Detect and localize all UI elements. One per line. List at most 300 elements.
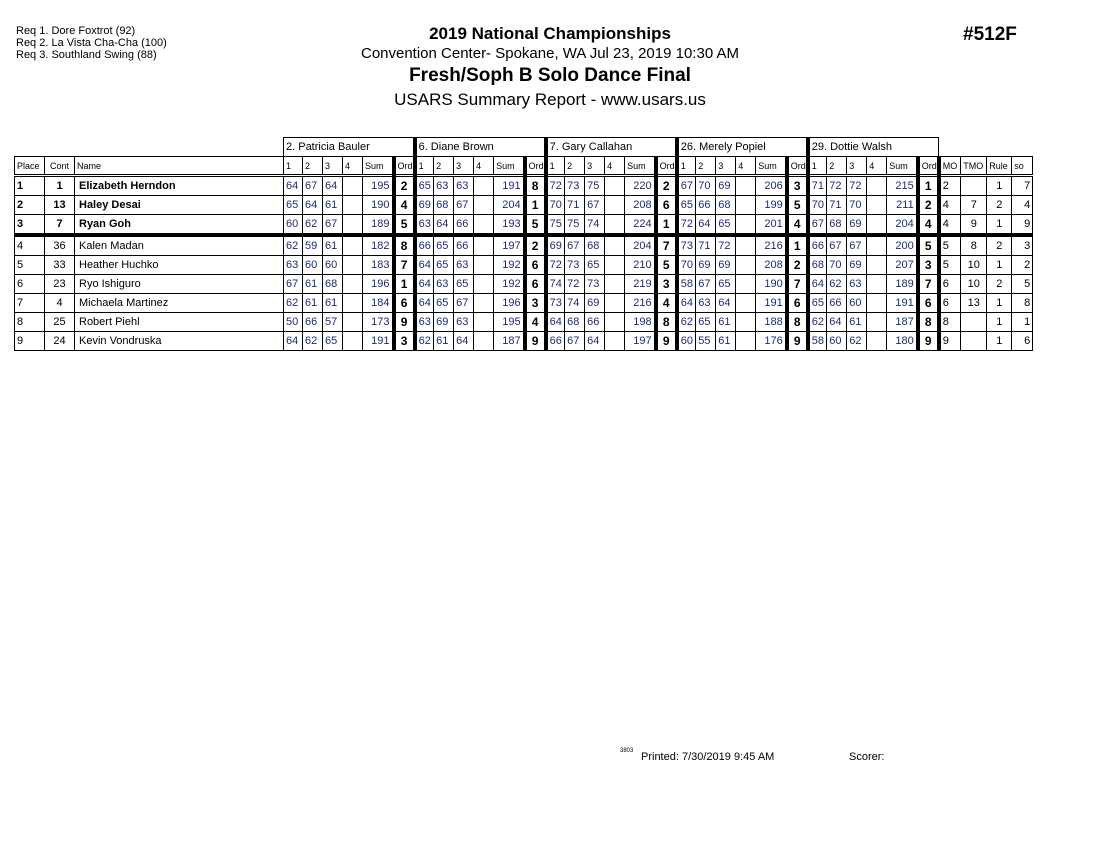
- col-judge-ord: Ord: [787, 157, 808, 176]
- col-name: Name: [75, 157, 284, 176]
- judge-score: 69: [696, 256, 716, 275]
- judge-score: 74: [585, 215, 605, 236]
- judge-ordinal: 1: [656, 215, 677, 236]
- col-judge-2: 2: [827, 157, 847, 176]
- judge-ordinal: 9: [656, 332, 677, 351]
- col-judge-2: 2: [565, 157, 585, 176]
- judge-score: 63: [696, 294, 716, 313]
- col-cont: Cont: [45, 157, 75, 176]
- mo: 5: [939, 256, 961, 275]
- judge-ordinal: 1: [394, 275, 415, 294]
- judge-score: [343, 176, 363, 196]
- judge-sum: 188: [756, 313, 787, 332]
- place: 8: [15, 313, 45, 332]
- judge-score: 63: [454, 176, 474, 196]
- judge-score: [605, 215, 625, 236]
- judge-score: [867, 215, 887, 236]
- judge-score: 64: [415, 294, 434, 313]
- judge-score: 72: [546, 176, 565, 196]
- judge-name: 26. Merely Popiel: [677, 138, 808, 157]
- judge-score: 65: [696, 313, 716, 332]
- judge-sum: 196: [494, 294, 525, 313]
- judge-score: 67: [284, 275, 303, 294]
- judge-score: 62: [303, 332, 323, 351]
- judge-ordinal: 6: [918, 294, 939, 313]
- mo: 2: [939, 176, 961, 196]
- tmo: [961, 313, 987, 332]
- judge-score: 61: [303, 294, 323, 313]
- place: 4: [15, 235, 45, 256]
- judge-score: 69: [415, 196, 434, 215]
- event-name: Fresh/Soph B Solo Dance Final: [409, 65, 691, 86]
- judge-score: 63: [284, 256, 303, 275]
- request-line: Req 3. Southland Swing (88): [16, 49, 157, 61]
- judge-sum: 216: [756, 235, 787, 256]
- judge-score: 69: [847, 256, 867, 275]
- judge-score: 71: [808, 176, 827, 196]
- judge-score: 67: [565, 332, 585, 351]
- judge-score: [867, 332, 887, 351]
- place: 5: [15, 256, 45, 275]
- contestant-number: 7: [45, 215, 75, 236]
- judge-ordinal: 7: [656, 235, 677, 256]
- table-row: [15, 275, 1033, 294]
- judge-ordinal: 3: [787, 176, 808, 196]
- so: 3: [1012, 235, 1033, 256]
- judge-score: 65: [808, 294, 827, 313]
- judge-sum: 182: [363, 235, 394, 256]
- judge-score: 74: [546, 275, 565, 294]
- judge-score: [605, 256, 625, 275]
- judge-score: 65: [434, 256, 454, 275]
- judge-header-row: [15, 138, 1033, 157]
- judge-sum: 219: [625, 275, 656, 294]
- judge-ordinal: 2: [525, 235, 546, 256]
- judge-score: 61: [716, 313, 736, 332]
- judge-score: 67: [808, 215, 827, 236]
- contestant-number: 33: [45, 256, 75, 275]
- table-row: [15, 176, 1033, 196]
- judge-score: 60: [303, 256, 323, 275]
- judge-ordinal: 8: [525, 176, 546, 196]
- judge-ordinal: 8: [787, 313, 808, 332]
- col-judge-1: 1: [546, 157, 565, 176]
- judge-score: 61: [434, 332, 454, 351]
- judge-score: 65: [716, 215, 736, 236]
- judge-score: 75: [565, 215, 585, 236]
- judge-sum: 197: [625, 332, 656, 351]
- judge-ordinal: 2: [918, 196, 939, 215]
- judge-ordinal: 3: [918, 256, 939, 275]
- judge-ordinal: 1: [787, 235, 808, 256]
- blank-cell: [15, 138, 284, 157]
- judge-score: [605, 275, 625, 294]
- judge-score: 64: [284, 176, 303, 196]
- col-judge-ord: Ord: [525, 157, 546, 176]
- rule: 2: [987, 196, 1012, 215]
- col-judge-2: 2: [303, 157, 323, 176]
- so: 2: [1012, 256, 1033, 275]
- judge-name: 6. Diane Brown: [415, 138, 546, 157]
- judge-sum: 184: [363, 294, 394, 313]
- judge-score: 67: [827, 235, 847, 256]
- judge-score: [736, 196, 756, 215]
- judge-score: [605, 294, 625, 313]
- col-mo: MO: [939, 157, 961, 176]
- judge-score: 63: [415, 215, 434, 236]
- judge-ordinal: 6: [656, 196, 677, 215]
- table-row: [15, 332, 1033, 351]
- judge-score: 72: [565, 275, 585, 294]
- tmo: [961, 332, 987, 351]
- judge-name: 2. Patricia Bauler: [284, 138, 415, 157]
- col-judge-4: 4: [474, 157, 494, 176]
- contestant-number: 23: [45, 275, 75, 294]
- tmo: [961, 176, 987, 196]
- judge-sum: 199: [756, 196, 787, 215]
- judge-ordinal: 8: [656, 313, 677, 332]
- col-so: so: [1012, 157, 1033, 176]
- judge-score: 66: [415, 235, 434, 256]
- judge-sum: 191: [363, 332, 394, 351]
- judge-score: 67: [303, 176, 323, 196]
- table-row: [15, 313, 1033, 332]
- judge-score: 64: [415, 256, 434, 275]
- so: 6: [1012, 332, 1033, 351]
- judge-score: 64: [716, 294, 736, 313]
- judge-score: 66: [454, 215, 474, 236]
- request-line: Req 2. La Vista Cha-Cha (100): [16, 37, 167, 49]
- tmo: 8: [961, 235, 987, 256]
- judge-ordinal: 5: [656, 256, 677, 275]
- col-judge-1: 1: [808, 157, 827, 176]
- mo: 9: [939, 332, 961, 351]
- table-row: [15, 215, 1033, 236]
- judge-ordinal: 6: [525, 256, 546, 275]
- judge-score: 68: [323, 275, 343, 294]
- column-header-row: [15, 157, 1033, 176]
- judge-score: 65: [434, 294, 454, 313]
- mo: 5: [939, 235, 961, 256]
- judge-score: [474, 275, 494, 294]
- judge-sum: 208: [625, 196, 656, 215]
- judge-score: 70: [808, 196, 827, 215]
- judge-score: 69: [434, 313, 454, 332]
- judge-sum: 204: [625, 235, 656, 256]
- venue-datetime: Convention Center- Spokane, WA Jul 23, 2019 10:30 AM: [360, 45, 739, 62]
- col-judge-1: 1: [677, 157, 696, 176]
- place: 6: [15, 275, 45, 294]
- results-table: [14, 137, 1033, 351]
- judge-score: 62: [827, 275, 847, 294]
- place: 2: [15, 196, 45, 215]
- rule: 2: [987, 275, 1012, 294]
- judge-sum: 173: [363, 313, 394, 332]
- judge-score: 70: [847, 196, 867, 215]
- judge-ordinal: 9: [918, 332, 939, 351]
- judge-score: 61: [847, 313, 867, 332]
- judge-score: 58: [808, 332, 827, 351]
- judge-score: 69: [546, 235, 565, 256]
- judge-score: [736, 176, 756, 196]
- col-judge-3: 3: [323, 157, 343, 176]
- judge-ordinal: 5: [525, 215, 546, 236]
- judge-score: 70: [827, 256, 847, 275]
- contestant-number: 25: [45, 313, 75, 332]
- rule: 1: [987, 215, 1012, 236]
- col-judge-4: 4: [605, 157, 625, 176]
- judge-score: 68: [434, 196, 454, 215]
- judge-sum: 206: [756, 176, 787, 196]
- judge-score: 72: [847, 176, 867, 196]
- judge-score: 73: [565, 256, 585, 275]
- judge-score: 60: [677, 332, 696, 351]
- judge-score: 62: [847, 332, 867, 351]
- tmo: 9: [961, 215, 987, 236]
- judge-score: [474, 176, 494, 196]
- judge-sum: 189: [887, 275, 918, 294]
- judge-sum: 210: [625, 256, 656, 275]
- judge-score: 70: [696, 176, 716, 196]
- report-code: 3803: [620, 748, 634, 754]
- table-row: [15, 235, 1033, 256]
- judge-score: 63: [454, 256, 474, 275]
- judge-score: [343, 275, 363, 294]
- col-judge-1: 1: [415, 157, 434, 176]
- judge-score: 72: [716, 235, 736, 256]
- judge-ordinal: 9: [394, 313, 415, 332]
- contestant-number: 13: [45, 196, 75, 215]
- judge-score: 66: [696, 196, 716, 215]
- judge-score: [736, 332, 756, 351]
- rule: 1: [987, 294, 1012, 313]
- judge-score: 67: [323, 215, 343, 236]
- judge-score: 75: [546, 215, 565, 236]
- judge-score: 71: [565, 196, 585, 215]
- so: 1: [1012, 313, 1033, 332]
- judge-score: [605, 313, 625, 332]
- mo: 8: [939, 313, 961, 332]
- judge-ordinal: 1: [918, 176, 939, 196]
- judge-ordinal: 6: [787, 294, 808, 313]
- col-judge-ord: Ord: [918, 157, 939, 176]
- col-judge-4: 4: [867, 157, 887, 176]
- judge-ordinal: 3: [656, 275, 677, 294]
- judge-ordinal: 7: [918, 275, 939, 294]
- contestant-name: Robert Piehl: [75, 313, 284, 332]
- judge-score: 64: [546, 313, 565, 332]
- col-rule: Rule: [987, 157, 1012, 176]
- judge-score: [474, 313, 494, 332]
- contestant-number: 24: [45, 332, 75, 351]
- judge-score: 60: [284, 215, 303, 236]
- judge-score: [736, 275, 756, 294]
- judge-score: [343, 332, 363, 351]
- judge-ordinal: 1: [525, 196, 546, 215]
- mo: 6: [939, 275, 961, 294]
- judge-sum: 176: [756, 332, 787, 351]
- so: 7: [1012, 176, 1033, 196]
- judge-score: 63: [454, 313, 474, 332]
- judge-score: [736, 313, 756, 332]
- judge-score: 66: [585, 313, 605, 332]
- report-name: USARS Summary Report - www.usars.us: [394, 90, 706, 109]
- judge-ordinal: 9: [525, 332, 546, 351]
- judge-score: [343, 215, 363, 236]
- judge-score: 57: [323, 313, 343, 332]
- judge-score: 61: [716, 332, 736, 351]
- judge-score: [474, 235, 494, 256]
- judge-sum: 187: [887, 313, 918, 332]
- judge-score: 69: [716, 176, 736, 196]
- col-judge-3: 3: [585, 157, 605, 176]
- so: 8: [1012, 294, 1033, 313]
- judge-score: 67: [847, 235, 867, 256]
- judge-score: 64: [696, 215, 716, 236]
- judge-score: [736, 235, 756, 256]
- judge-sum: 192: [494, 275, 525, 294]
- rule: 2: [987, 235, 1012, 256]
- judge-ordinal: 4: [787, 215, 808, 236]
- judge-score: [474, 215, 494, 236]
- judge-ordinal: 4: [394, 196, 415, 215]
- judge-sum: 191: [887, 294, 918, 313]
- judge-score: 64: [677, 294, 696, 313]
- judge-score: [474, 256, 494, 275]
- tmo: 10: [961, 275, 987, 294]
- judge-score: 65: [415, 176, 434, 196]
- judge-score: 72: [546, 256, 565, 275]
- rule: 1: [987, 313, 1012, 332]
- judge-score: 65: [585, 256, 605, 275]
- contestant-name: Kevin Vondruska: [75, 332, 284, 351]
- tmo: 10: [961, 256, 987, 275]
- contestant-name: Michaela Martinez: [75, 294, 284, 313]
- judge-score: 61: [303, 275, 323, 294]
- judge-ordinal: 2: [656, 176, 677, 196]
- contestant-name: Haley Desai: [75, 196, 284, 215]
- judge-score: 62: [284, 294, 303, 313]
- judge-score: [343, 256, 363, 275]
- judge-ordinal: 7: [787, 275, 808, 294]
- event-number: #512F: [963, 24, 1017, 45]
- place: 9: [15, 332, 45, 351]
- judge-score: 66: [827, 294, 847, 313]
- judge-score: 68: [565, 313, 585, 332]
- contestant-name: Heather Huchko: [75, 256, 284, 275]
- judge-score: [867, 235, 887, 256]
- judge-score: 64: [284, 332, 303, 351]
- judge-sum: 192: [494, 256, 525, 275]
- judge-sum: 183: [363, 256, 394, 275]
- requested-dances: [16, 25, 167, 61]
- judge-score: 66: [546, 332, 565, 351]
- judge-score: 67: [454, 294, 474, 313]
- judge-sum: 216: [625, 294, 656, 313]
- col-judge-sum: Sum: [756, 157, 787, 176]
- judge-score: 73: [585, 275, 605, 294]
- judge-score: 66: [808, 235, 827, 256]
- judge-sum: 190: [756, 275, 787, 294]
- judge-score: [605, 332, 625, 351]
- judge-score: 62: [303, 215, 323, 236]
- judge-score: 75: [585, 176, 605, 196]
- judge-name: 7. Gary Callahan: [546, 138, 677, 157]
- judge-ordinal: 4: [918, 215, 939, 236]
- table-row: [15, 196, 1033, 215]
- judge-sum: 204: [887, 215, 918, 236]
- judge-sum: 200: [887, 235, 918, 256]
- judge-sum: 220: [625, 176, 656, 196]
- col-judge-sum: Sum: [887, 157, 918, 176]
- place: 7: [15, 294, 45, 313]
- judge-sum: 207: [887, 256, 918, 275]
- judge-ordinal: 2: [394, 176, 415, 196]
- judge-score: [867, 196, 887, 215]
- col-judge-ord: Ord: [394, 157, 415, 176]
- judge-score: 70: [677, 256, 696, 275]
- col-judge-1: 1: [284, 157, 303, 176]
- judge-score: 63: [434, 275, 454, 294]
- judge-name: 29. Dottie Walsh: [808, 138, 939, 157]
- col-judge-3: 3: [454, 157, 474, 176]
- col-judge-3: 3: [847, 157, 867, 176]
- so: 9: [1012, 215, 1033, 236]
- judge-ordinal: 5: [918, 235, 939, 256]
- tmo: 7: [961, 196, 987, 215]
- col-judge-2: 2: [434, 157, 454, 176]
- judge-ordinal: 8: [918, 313, 939, 332]
- printed-timestamp: Printed: 7/30/2019 9:45 AM: [641, 751, 775, 763]
- place: 1: [15, 176, 45, 196]
- judge-ordinal: 6: [525, 275, 546, 294]
- judge-score: 64: [415, 275, 434, 294]
- judge-score: 63: [415, 313, 434, 332]
- judge-sum: 191: [756, 294, 787, 313]
- judge-score: 66: [454, 235, 474, 256]
- judge-score: [605, 235, 625, 256]
- judge-sum: 187: [494, 332, 525, 351]
- judge-score: 62: [284, 235, 303, 256]
- judge-score: 64: [808, 275, 827, 294]
- judge-score: 65: [677, 196, 696, 215]
- judge-ordinal: 3: [394, 332, 415, 351]
- judge-score: [343, 235, 363, 256]
- judge-score: 64: [585, 332, 605, 351]
- judge-score: [736, 256, 756, 275]
- mo: 4: [939, 196, 961, 215]
- judge-score: 55: [696, 332, 716, 351]
- judge-sum: 197: [494, 235, 525, 256]
- judge-score: [867, 275, 887, 294]
- judge-ordinal: 3: [525, 294, 546, 313]
- judge-score: [867, 176, 887, 196]
- judge-score: [474, 294, 494, 313]
- rule: 1: [987, 176, 1012, 196]
- judge-ordinal: 7: [394, 256, 415, 275]
- judge-sum: 195: [363, 176, 394, 196]
- table-row: [15, 294, 1033, 313]
- judge-score: 64: [323, 176, 343, 196]
- mo: 6: [939, 294, 961, 313]
- col-judge-3: 3: [716, 157, 736, 176]
- judge-score: [343, 313, 363, 332]
- judge-score: [343, 294, 363, 313]
- judge-score: 70: [546, 196, 565, 215]
- judge-score: 62: [415, 332, 434, 351]
- judge-score: 67: [677, 176, 696, 196]
- judge-score: 67: [696, 275, 716, 294]
